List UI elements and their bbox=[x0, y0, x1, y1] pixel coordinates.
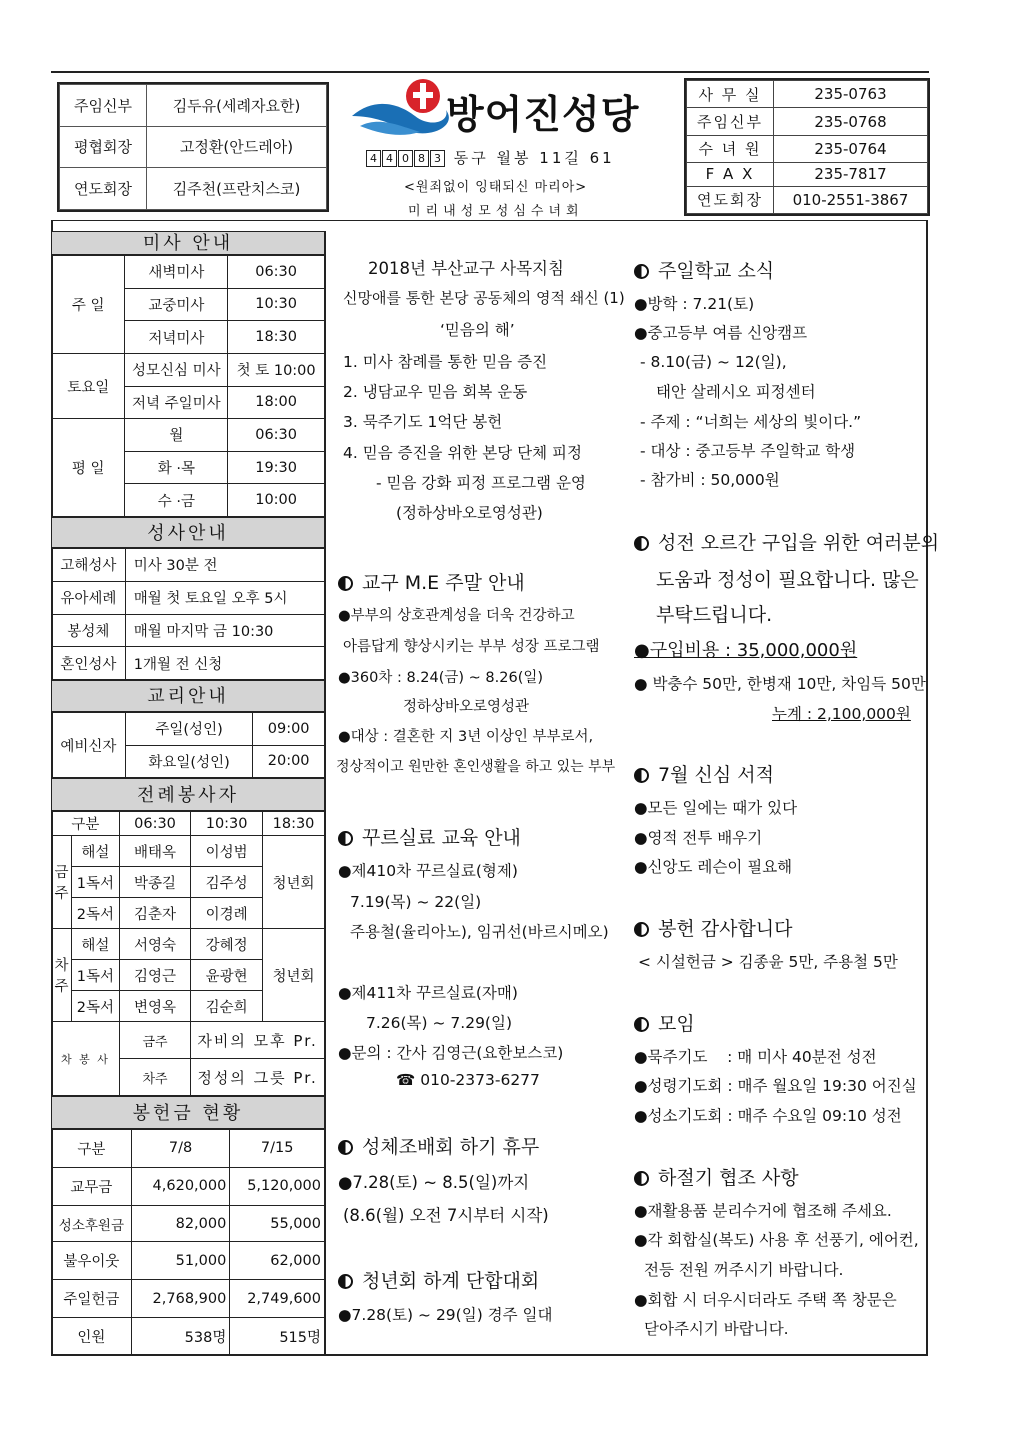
mass-time: 18:30 bbox=[228, 321, 325, 354]
policy-subtitle: 신망애를 통한 본당 공동체의 영적 쇄신 (1) bbox=[343, 289, 625, 307]
top-rule bbox=[51, 71, 929, 73]
summer-line: 전등 전원 꺼주시기 바랍니다. bbox=[644, 1261, 844, 1279]
staff-row bbox=[60, 85, 327, 127]
table-row bbox=[52, 581, 325, 614]
contact-row bbox=[687, 186, 928, 213]
table-row bbox=[52, 1242, 325, 1280]
offering-value: 4,620,000 bbox=[131, 1167, 230, 1205]
mass-name: 성모신심 미사 bbox=[125, 353, 228, 386]
cursillo-heading bbox=[338, 823, 521, 850]
sacrament-name: 유아세례 bbox=[52, 581, 126, 614]
organ-line: 도움과 정성이 필요합니다. 많은 bbox=[656, 569, 919, 591]
mass-table bbox=[51, 255, 325, 517]
catechism-title: 교리안내 bbox=[51, 680, 325, 712]
staff-role: 주임신부 bbox=[60, 85, 147, 127]
table-row bbox=[52, 549, 325, 582]
mass-time: 19:30 bbox=[228, 451, 325, 484]
table-row bbox=[52, 1280, 325, 1318]
offering-value: 2,768,900 bbox=[131, 1280, 230, 1318]
books-heading bbox=[634, 760, 774, 787]
zip-digit: 0 bbox=[398, 150, 413, 167]
thanks-title: 봉헌 감사합니다 bbox=[658, 918, 793, 940]
table-row bbox=[52, 929, 325, 960]
mass-time: 06:30 bbox=[228, 256, 325, 289]
organ-donors: ● 박충수 50만, 한병재 10만, 차임득 50만 bbox=[634, 675, 926, 693]
server-name: 김주성 bbox=[191, 867, 263, 898]
sacrament-name: 고해성사 bbox=[52, 549, 126, 582]
server-role: 해설 bbox=[71, 836, 119, 867]
half-circle-icon bbox=[338, 576, 353, 591]
zip-digit: 3 bbox=[430, 150, 445, 167]
server-name: 변영옥 bbox=[119, 991, 190, 1022]
adoration-line: (8.6(월) 오전 7시부터 시작) bbox=[343, 1206, 549, 1225]
contact-row bbox=[687, 81, 928, 108]
table-row bbox=[52, 836, 325, 867]
mass-title: 미사 안내 bbox=[51, 231, 325, 255]
half-circle-icon bbox=[338, 1140, 353, 1155]
summer-line: ●재활용품 분리수거에 협조해 주세요. bbox=[634, 1202, 892, 1220]
offering-name: 성소후원금 bbox=[52, 1205, 132, 1241]
server-name: 윤광현 bbox=[191, 960, 263, 991]
policy-year: ‘믿음의 해’ bbox=[440, 321, 515, 339]
convent-name: 미리내성모성심수녀회 bbox=[408, 204, 584, 219]
contact-box bbox=[684, 78, 930, 216]
school-title: 주일학교 소식 bbox=[658, 260, 775, 282]
sacrament-table bbox=[51, 548, 325, 680]
choir-week: 차주 bbox=[119, 1059, 190, 1096]
staff-name: 고정환(안드레아) bbox=[147, 126, 327, 168]
meet-line: ●성령기도회 : 매주 월요일 19:30 어진실 bbox=[634, 1077, 917, 1095]
offering-value: 538명 bbox=[131, 1318, 230, 1356]
staff-name: 김주천(프란치스코) bbox=[147, 168, 327, 210]
school-line: 태안 살레시오 피정센터 bbox=[656, 383, 816, 401]
mass-name: 저녁미사 bbox=[125, 321, 228, 354]
table-row bbox=[52, 614, 325, 647]
contact-row bbox=[687, 108, 928, 135]
school-line: ●중고등부 여름 신앙캠프 bbox=[634, 324, 808, 342]
books-title: 7월 신심 서적 bbox=[658, 764, 774, 786]
meet-line: ●묵주기도 : 매 미사 40분전 성전 bbox=[634, 1048, 877, 1066]
school-line: - 주제 : “너희는 세상의 빛이다.” bbox=[640, 413, 862, 431]
choir-week: 금주 bbox=[119, 1022, 190, 1059]
sacrament-title: 성사안내 bbox=[51, 517, 325, 548]
staff-role: 평협회장 bbox=[60, 126, 147, 168]
book-item: ●모든 일에는 때가 있다 bbox=[634, 799, 798, 817]
contact-label: 사 무 실 bbox=[687, 81, 774, 108]
server-role: 해설 bbox=[71, 929, 119, 960]
contact-phone: 010-2551-3867 bbox=[774, 186, 928, 213]
school-line: - 참가비 : 50,000원 bbox=[640, 471, 780, 489]
mass-time: 10:00 bbox=[228, 484, 325, 517]
server-name: 이성범 bbox=[191, 836, 263, 867]
sunday-label: 주 일 bbox=[52, 256, 125, 354]
table-row bbox=[52, 256, 325, 289]
catechism-time: 20:00 bbox=[253, 745, 325, 778]
catechumen-label: 예비신자 bbox=[52, 713, 126, 778]
mass-name: 새벽미사 bbox=[125, 256, 228, 289]
half-circle-icon bbox=[634, 264, 649, 279]
zip-digit: 8 bbox=[414, 150, 429, 167]
policy-item: - 믿음 강화 피정 프로그램 운영 bbox=[376, 474, 586, 492]
contact-label: F A X bbox=[687, 163, 774, 187]
offering-table bbox=[51, 1129, 325, 1356]
me-line: 아름답게 향상시키는 부부 성장 프로그램 bbox=[343, 639, 600, 655]
mass-time: 10:30 bbox=[228, 288, 325, 321]
organ-total: 누계 : 2,100,000원 bbox=[772, 705, 911, 723]
thanks-line: < 시설헌금 > 김종윤 5만, 주용철 5만 bbox=[638, 953, 898, 971]
sacrament-name: 봉성체 bbox=[52, 614, 126, 647]
book-item: ●신앙도 레슨이 필요해 bbox=[634, 858, 793, 876]
catechism-day: 화요일(성인) bbox=[125, 745, 252, 778]
offering-value: 55,000 bbox=[230, 1205, 325, 1241]
table-row bbox=[52, 1318, 325, 1356]
summer-line: ●각 회합실(복도) 사용 후 선풍기, 에어컨, bbox=[634, 1231, 919, 1249]
address bbox=[366, 147, 615, 168]
half-circle-icon bbox=[634, 1171, 649, 1186]
server-role: 1독서 bbox=[71, 960, 119, 991]
youth-label: 청년회 bbox=[263, 836, 325, 929]
contact-phone: 235-0764 bbox=[774, 135, 928, 162]
church-name: 방어진성당 bbox=[446, 93, 640, 138]
server-name: 강혜정 bbox=[191, 929, 263, 960]
me-line: 정상적이고 원만한 혼인생활을 하고 있는 부부 bbox=[336, 759, 616, 775]
cursillo-line: ●문의 : 간사 김영근(요한보스코) bbox=[338, 1044, 564, 1062]
choir-label: 차 봉 사 bbox=[52, 1022, 120, 1096]
table-row bbox=[52, 1130, 325, 1168]
contact-phone: 235-7817 bbox=[774, 163, 928, 187]
offering-value: 515명 bbox=[230, 1318, 325, 1356]
adoration-heading bbox=[338, 1132, 539, 1159]
contact-row bbox=[687, 135, 928, 162]
server-role: 2독서 bbox=[71, 991, 119, 1022]
staff-row bbox=[60, 126, 327, 168]
meet-line: ●성소기도회 : 매주 수요일 09:10 성전 bbox=[634, 1107, 902, 1125]
half-circle-icon bbox=[338, 831, 353, 846]
organ-cost bbox=[634, 636, 857, 662]
sacrament-desc: 미사 30분 전 bbox=[125, 549, 324, 582]
servers-header: 18:30 bbox=[263, 812, 325, 836]
catechism-table bbox=[51, 712, 325, 778]
meet-heading bbox=[634, 1009, 695, 1036]
staff-role: 연도회장 bbox=[60, 168, 147, 210]
adoration-line: ●7.28(토) ~ 8.5(일)까지 bbox=[338, 1173, 530, 1192]
organ-line: 부탁드립니다. bbox=[656, 604, 773, 626]
zip-digit: 4 bbox=[382, 150, 397, 167]
catechism-time: 09:00 bbox=[253, 713, 325, 746]
offering-value: 2,749,600 bbox=[230, 1280, 325, 1318]
motto: <원죄없이 잉태되신 마리아> bbox=[404, 180, 588, 195]
offering-value: 51,000 bbox=[131, 1242, 230, 1280]
school-line: - 8.10(금) ~ 12(일), bbox=[640, 353, 787, 371]
mass-time: 첫 토 10:00 bbox=[228, 353, 325, 386]
staff-row bbox=[60, 168, 327, 210]
cursillo-line: 7.19(목) ~ 22(일) bbox=[350, 893, 482, 911]
offering-header: 7/8 bbox=[131, 1130, 230, 1168]
sacrament-desc: 매월 첫 토요일 오후 5시 bbox=[125, 581, 324, 614]
offering-name: 교무금 bbox=[52, 1167, 132, 1205]
youth-title: 청년회 하계 단합대회 bbox=[362, 1270, 540, 1292]
mass-name: 월 bbox=[125, 419, 228, 452]
me-line: 정하상바오로영성관 bbox=[403, 699, 530, 715]
summer-line: 닫아주시기 바랍니다. bbox=[644, 1320, 789, 1338]
policy-item: 2. 냉담교우 믿음 회복 운동 bbox=[343, 383, 528, 401]
summer-line: ●회합 시 더우시더라도 주택 쪽 창문은 bbox=[634, 1291, 897, 1309]
cursillo-title: 꾸르실료 교육 안내 bbox=[362, 827, 521, 849]
mass-name: 수 ·금 bbox=[125, 484, 228, 517]
me-line: ●360차 : 8.24(금) ~ 8.26(일) bbox=[338, 670, 544, 686]
policy-item: 1. 미사 참례를 통한 믿음 증진 bbox=[343, 353, 548, 371]
table-row bbox=[52, 1205, 325, 1241]
server-name: 김영근 bbox=[119, 960, 190, 991]
staff-box bbox=[57, 82, 329, 212]
table-row bbox=[52, 419, 325, 452]
offering-value: 62,000 bbox=[230, 1242, 325, 1280]
server-name: 박종길 bbox=[119, 867, 190, 898]
youth-line: ●7.28(토) ~ 29(일) 경주 일대 bbox=[338, 1306, 553, 1324]
half-circle-icon bbox=[634, 922, 649, 937]
offering-name: 인원 bbox=[52, 1318, 132, 1356]
cursillo-line: ●제410차 꾸르실료(형제) bbox=[338, 862, 518, 880]
table-row bbox=[52, 1167, 325, 1205]
table-row bbox=[52, 353, 325, 386]
table-row bbox=[52, 812, 325, 836]
policy-item: 4. 믿음 증진을 위한 본당 단체 피정 bbox=[343, 444, 583, 462]
offering-header: 구분 bbox=[52, 1130, 132, 1168]
weekday-label: 평 일 bbox=[52, 419, 125, 517]
youth-label: 청년회 bbox=[263, 929, 325, 1022]
saturday-label: 토요일 bbox=[52, 353, 125, 418]
me-line: ●부부의 상호관계성을 더욱 건강하고 bbox=[338, 608, 575, 624]
contact-row bbox=[687, 163, 928, 187]
school-line: - 대상 : 중고등부 주일학교 학생 bbox=[640, 442, 856, 460]
sacrament-desc: 1개월 전 신청 bbox=[125, 647, 324, 680]
summer-title: 하절기 협조 사항 bbox=[658, 1167, 799, 1189]
mass-name: 저녁 주일미사 bbox=[125, 386, 228, 419]
policy-title: 2018년 부산교구 사목지침 bbox=[368, 259, 564, 278]
offering-value: 82,000 bbox=[131, 1205, 230, 1241]
contact-phone: 235-0768 bbox=[774, 108, 928, 135]
mass-name: 교중미사 bbox=[125, 288, 228, 321]
policy-item: 3. 묵주기도 1억단 봉헌 bbox=[343, 413, 503, 431]
school-heading bbox=[634, 256, 774, 283]
organ-title: 성전 오르간 구입을 위한 여러분의 bbox=[658, 532, 940, 554]
organ-heading bbox=[634, 528, 939, 555]
staff-name: 김두유(세례자요한) bbox=[147, 85, 327, 127]
offering-name: 주일헌금 bbox=[52, 1280, 132, 1318]
zip-digit: 4 bbox=[366, 150, 381, 167]
cursillo-line: 주용철(율리아노), 임귀선(바르시메오) bbox=[350, 923, 609, 941]
offering-header: 7/15 bbox=[230, 1130, 325, 1168]
contact-label: 연도회장 bbox=[687, 186, 774, 213]
cursillo-phone: ☎ 010-2373-6277 bbox=[396, 1071, 540, 1089]
half-circle-icon bbox=[338, 1274, 353, 1289]
this-week-label: 금주 bbox=[52, 836, 72, 929]
contact-phone: 235-0763 bbox=[774, 81, 928, 108]
choir-name: 정성의 그릇 Pr. bbox=[191, 1059, 325, 1096]
school-line: ●방학 : 7.21(토) bbox=[634, 295, 755, 313]
mass-time: 06:30 bbox=[228, 419, 325, 452]
server-role: 2독서 bbox=[71, 898, 119, 929]
sacrament-desc: 매월 마지막 금 10:30 bbox=[125, 614, 324, 647]
organ-cost-text: ●구입비용 : 35,000,000원 bbox=[634, 640, 858, 661]
meet-title: 모임 bbox=[658, 1013, 695, 1035]
servers-header: 10:30 bbox=[191, 812, 263, 836]
youth-heading bbox=[338, 1266, 539, 1293]
next-week-label: 차주 bbox=[52, 929, 72, 1022]
table-row bbox=[52, 1022, 325, 1059]
servers-table bbox=[51, 811, 325, 1096]
summer-heading bbox=[634, 1163, 799, 1190]
half-circle-icon bbox=[634, 768, 649, 783]
server-name: 서영숙 bbox=[119, 929, 190, 960]
sacrament-name: 혼인성사 bbox=[52, 647, 126, 680]
me-line: ●대상 : 결혼한 지 3년 이상인 부부로서, bbox=[338, 729, 594, 745]
address-text: 동구 월봉 11길 61 bbox=[453, 149, 615, 167]
servers-header: 구분 bbox=[52, 812, 120, 836]
me-title: 교구 M.E 주말 안내 bbox=[362, 572, 525, 594]
server-name: 이경례 bbox=[191, 898, 263, 929]
me-heading bbox=[338, 568, 525, 595]
cursillo-line: 7.26(목) ~ 7.29(일) bbox=[366, 1014, 512, 1032]
mass-time: 18:00 bbox=[228, 386, 325, 419]
choir-name: 자비의 모후 Pr. bbox=[191, 1022, 325, 1059]
servers-title: 전례봉사자 bbox=[51, 778, 325, 811]
servers-header: 06:30 bbox=[119, 812, 190, 836]
contact-label: 주임신부 bbox=[687, 108, 774, 135]
adoration-title: 성체조배회 하기 휴무 bbox=[362, 1136, 540, 1158]
contact-label: 수 녀 원 bbox=[687, 135, 774, 162]
server-name: 배태옥 bbox=[119, 836, 190, 867]
offering-name: 불우이웃 bbox=[52, 1242, 132, 1280]
offering-value: 5,120,000 bbox=[230, 1167, 325, 1205]
table-row bbox=[52, 713, 325, 746]
table-row bbox=[52, 647, 325, 680]
catechism-day: 주일(성인) bbox=[125, 713, 252, 746]
server-name: 김순희 bbox=[191, 991, 263, 1022]
server-role: 1독서 bbox=[71, 867, 119, 898]
offering-title: 봉헌금 현황 bbox=[51, 1096, 325, 1129]
half-circle-icon bbox=[634, 1017, 649, 1032]
mass-name: 화 ·목 bbox=[125, 451, 228, 484]
policy-item: (정하상바오로영성관) bbox=[396, 504, 543, 522]
cursillo-line: ●제411차 꾸르실료(자매) bbox=[338, 984, 518, 1002]
thanks-heading bbox=[634, 914, 793, 941]
book-item: ●영적 전투 배우기 bbox=[634, 829, 763, 847]
server-name: 김춘자 bbox=[119, 898, 190, 929]
half-circle-icon bbox=[634, 536, 649, 551]
